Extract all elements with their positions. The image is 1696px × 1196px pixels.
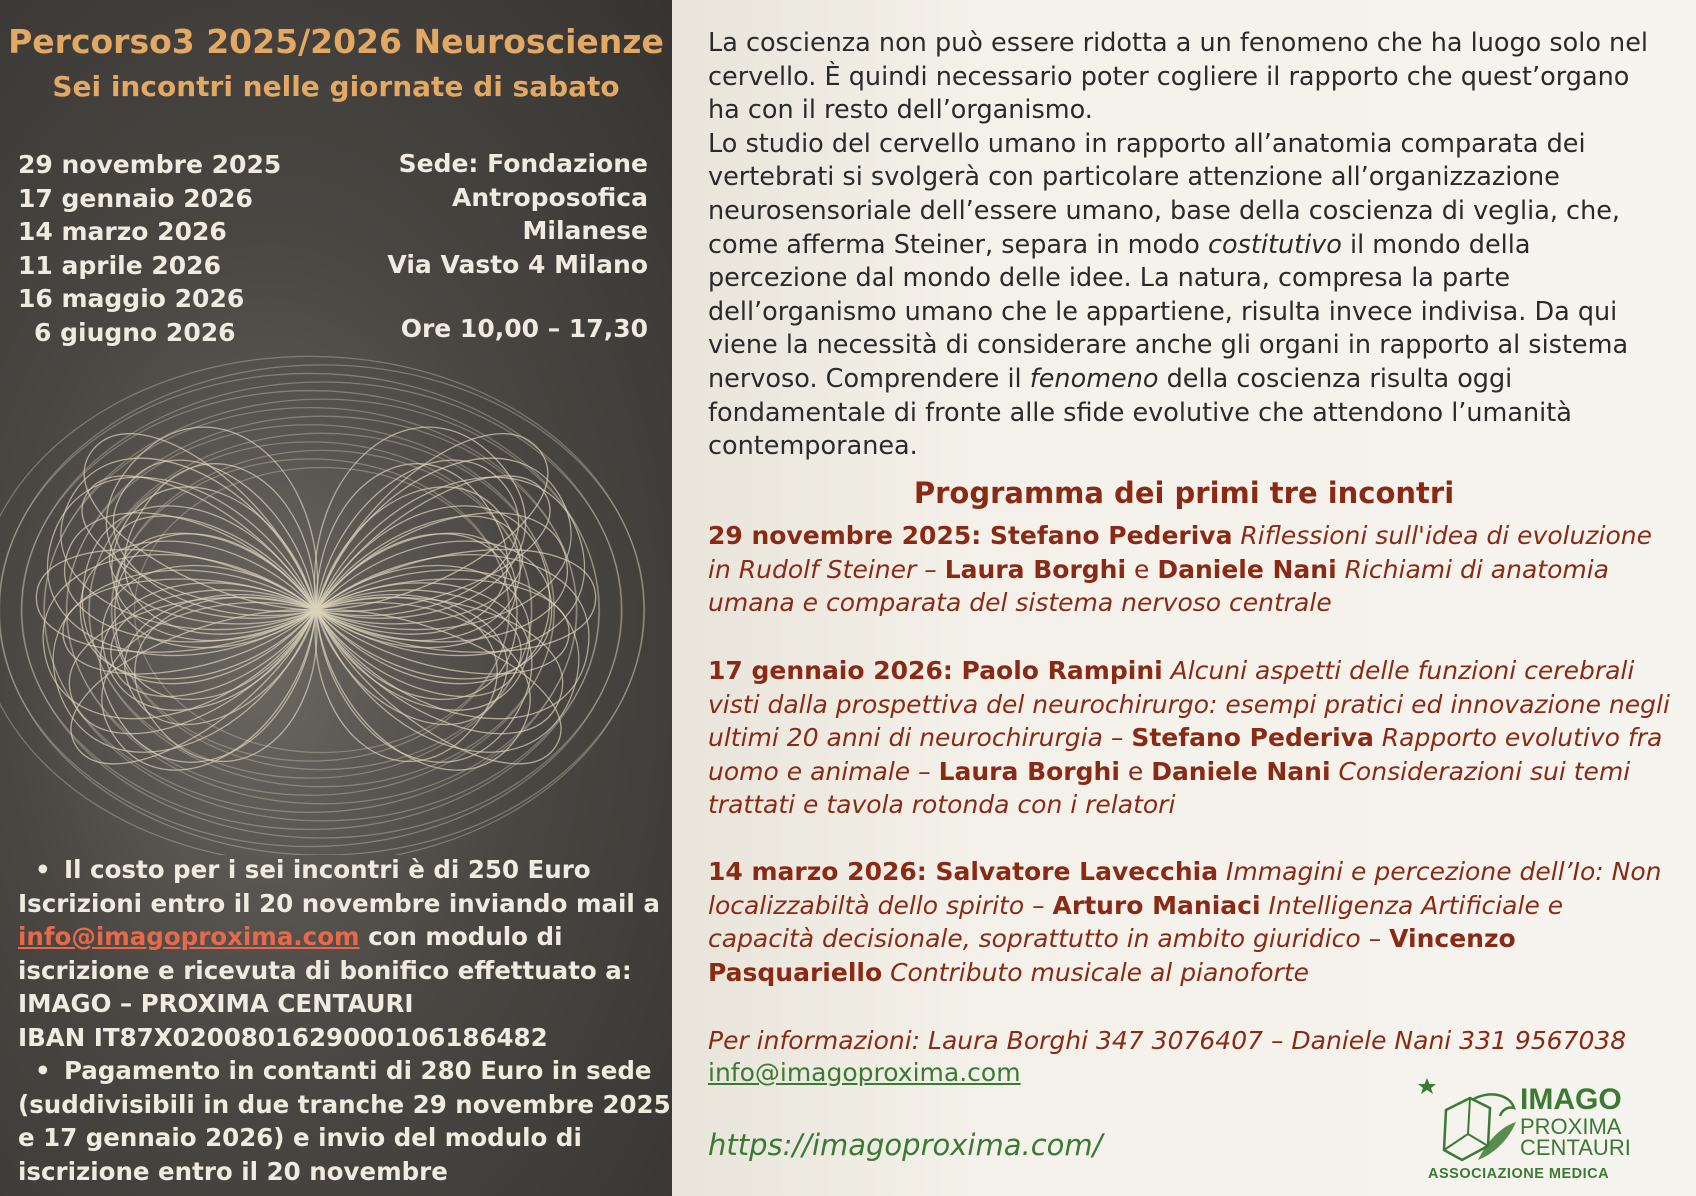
logo-sub1: PROXIMA xyxy=(1520,1114,1622,1139)
cost-text: Il costo per i sei incontri è di 250 Euro xyxy=(64,855,591,884)
wire-loop xyxy=(316,602,530,770)
venue-line: Milanese xyxy=(522,216,648,245)
website-link[interactable]: https://imagoproxima.com/ xyxy=(708,1128,1103,1162)
left-panel xyxy=(0,0,672,1196)
date-item: 11 aprile 2026 xyxy=(18,250,221,280)
beneficiary: IMAGO – PROXIMA CENTAURI xyxy=(18,989,414,1018)
registration-info: • Il costo per i sei incontri è di 250 Euro Iscrizioni entro il 20 novembre inviando mail a info@imagoproxima.com con modulo di iscrizione e ricevuta di bonifico effettuato a: IMAGO – PROXIMA CENTAURI IBAN IT87X0200801629000106186482 • Pagamento in contanti di 280 Euro in sede (suddivisibili in due tranche 29 novembre 2025 e 17 gennaio 2026) e invio del modulo di iscrizione entro il 20 novembre xyxy=(18,855,671,1186)
page-subtitle: Sei incontri nelle giornate di sabato xyxy=(52,70,620,103)
bullet-icon: • xyxy=(18,1056,51,1085)
date-item: 17 gennaio 2026 xyxy=(18,183,253,213)
cash-text: Pagamento in contanti di 280 Euro in sede xyxy=(64,1056,652,1085)
logo-tagline: ASSOCIAZIONE MEDICA xyxy=(1428,1166,1610,1182)
bullet-icon: • xyxy=(18,855,51,884)
contact-info: Per informazioni: Laura Borghi 347 3076407 – Daniele Nani 331 9567038 xyxy=(708,1026,1627,1055)
date-item: 6 giugno 2026 xyxy=(34,317,236,347)
wire-loop xyxy=(316,598,563,734)
dates-list xyxy=(18,148,281,349)
hours: Ore 10,00 – 17,30 xyxy=(400,314,648,343)
venue-block xyxy=(387,147,648,281)
contact-email-link[interactable]: info@imagoproxima.com xyxy=(708,1058,1021,1087)
intro-text: La coscienza non può essere ridotta a un fenomeno che ha luogo solo nel cervello. È quindi necessario poter cogliere il rapporto che quest’organo ha con il resto dell’organismo. Lo studio del cervello umano in rapporto all’anatomia comparata dei vertebrati si svolgerà con particolare attenzione all’organizzazione neurosensoriale dell’essere umano, base della coscienza di veglia, che, come afferma Steiner, separa in modo costitutivo il mondo della percezione dal mondo delle idee. La natura, compresa la parte dell’organismo umano che le appartiene, risulta invece indivisa. Da qui viene la necessità di considerare anche gli organi in rapporto al sistema nervoso. Comprendere il fenomeno della coscienza risulta oggi fondamentale di fronte alle sfide evolutive che attendono l’umanità contemporanea. xyxy=(708,28,1648,462)
date-item: 29 novembre 2025 xyxy=(18,150,282,179)
venue-line: Antroposofica xyxy=(452,182,648,212)
registration-email-link[interactable]: info@imagoproxima.com xyxy=(18,922,360,951)
logo-sub2: CENTAURI xyxy=(1520,1135,1631,1160)
deadline-text: Iscrizioni entro il 20 novembre inviando mail a xyxy=(18,888,660,918)
page-title: Percorso3 2025/2026 Neuroscienze xyxy=(8,22,664,61)
venue-line: Sede: Fondazione xyxy=(398,149,648,178)
wire-sculpture-artwork xyxy=(0,335,672,855)
iban: IBAN IT87X0200801629000106186482 xyxy=(18,1022,548,1052)
date-item: 16 maggio 2026 xyxy=(18,284,245,313)
event-1: 29 novembre 2025: Stefano Pederiva Riflessioni sull'idea di evoluzione in Rudolf Steiner – Laura Borghi e Daniele Nani Richiami di anatomia umana e comparata del sistema nervoso centrale xyxy=(708,521,1652,618)
logo-name: IMAGO xyxy=(1520,1083,1622,1116)
program-title: Programma dei primi tre incontri xyxy=(913,476,1455,510)
venue-line: Via Vasto 4 Milano xyxy=(387,249,648,279)
event-3: 14 marzo 2026: Salvatore Lavecchia Immagini e percezione dell’Io: Non localizzabiltà dello spirito – Arturo Maniaci Intelligenza Artificiale e capacità decisionale, soprattutto in ambito giuridico – Vincenzo Pasquariello Contributo musicale al pianoforte xyxy=(708,857,1662,987)
date-item: 14 marzo 2026 xyxy=(18,217,227,246)
event-2: 17 gennaio 2026: Paolo Rampini Alcuni aspetti delle funzioni cerebrali visti dalla prospettiva del neurochirurgo: esempi pratici ed innovazione negli ultimi 20 anni di neurochirurgia – Stefano Pederiva Rapporto evolutivo fra uomo e animale – Laura Borghi e Daniele Nani Considerazioni sui temi trattati e tavola rotonda con i relatori xyxy=(708,656,1670,820)
